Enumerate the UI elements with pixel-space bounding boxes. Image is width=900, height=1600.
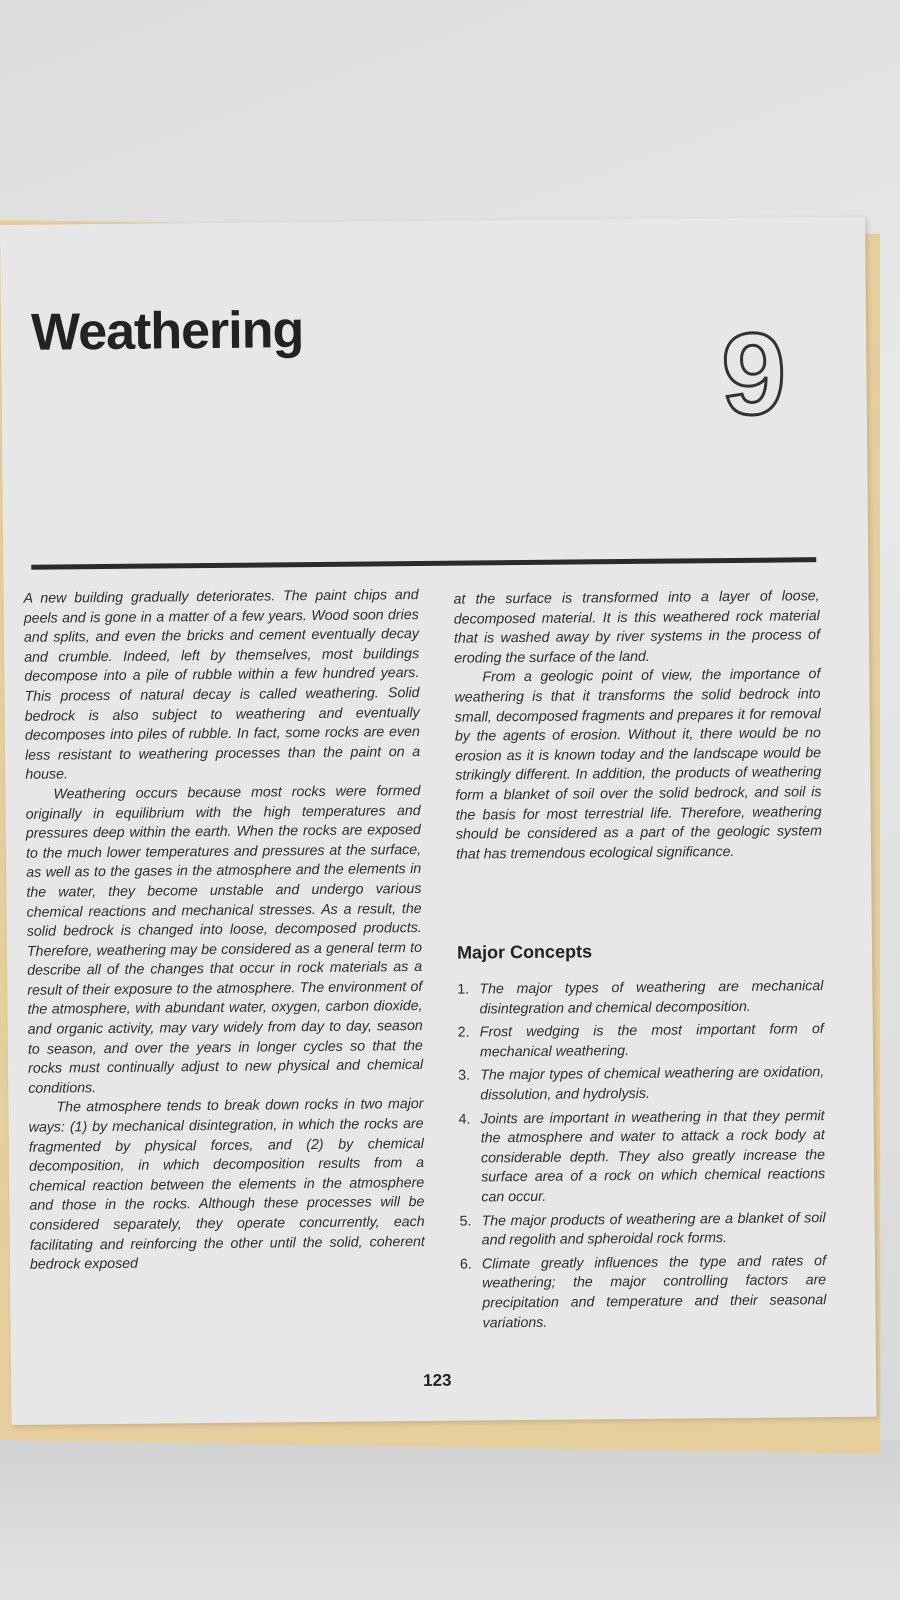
list-item: [457, 977, 823, 1020]
item-text: The major types of weathering are mechanical disintegration and chemical decomposition.: [479, 978, 824, 1018]
book-page: [0, 217, 876, 1425]
item-text: Joints are important in weathering in that they permit the atmosphere and water to attack a rock body at considerable depth. They also greatly increase the surface area of a rock on which chemical reactions can occur.: [480, 1107, 826, 1206]
table-surface: [0, 1440, 900, 1600]
list-item: [458, 1064, 824, 1107]
intro-paragraph: The atmosphere tends to break down rocks in two major ways: (1) by mechanical disintegration, in which the rocks are fragmented by physical forces, and (2) by chemical decomposition, in which decomposition results from a chemical reaction between the elements in the atmosphere and those in the rocks. Although these processes will be considered separately, they operate concurrently, each facilitating and reinforcing the other until the solid, coherent bedrock exposed: [28, 1096, 425, 1273]
item-number: 1.: [457, 981, 470, 998]
list-item: [458, 1020, 824, 1063]
chapter-title: Weathering: [30, 301, 304, 362]
item-text: Climate greatly influences the type and rates of weathering; the major controlling factors are precipitation and temperature and their seasonal variations.: [481, 1252, 827, 1331]
intro-paragraph: A new building gradually deteriorates. The paint chips and peels and is gone in a matter of a few years. Wood soon dries and splits, and even the bricks and cement eventually decay and crumble. Indeed, left by themselves, most buildings decompose into a pile of rubble within a few hundred years. This process of natural decay is called weathering. Solid bedrock is also subject to weathering and eventually decomposes into piles of rubble. In fact, some rocks are even less resistant to weathering processes than the paint on a house.: [23, 586, 421, 784]
intro-paragraph: Weathering occurs because most rocks were formed originally in equilibrium with the high temperatures and pressures deep within the earth. When the rocks are exposed to the much lower temperatures and pressures at the surface, as well as to the gases in the atmosphere and the elements in the water, they become unstable and undergo various chemical reactions and mechanical stresses. As a result, the solid bedrock is changed into loose, decomposed products. Therefore, weathering may be considered as a general term to describe all of the changes that occur in rock materials as a result of their exposure to the atmosphere. The environment of the atmosphere, with abundant water, oxygen, carbon dioxide, and organic activity, may vary widely from day to day, season to season, and over the years in longer cycles so that the rocks must continually adjust to new physical and chemical conditions.: [25, 782, 424, 1097]
intro-paragraph: at the surface is transformed into a layer of loose, decomposed material. It is this weathered rock material that is washed away by river systems in the process of eroding the surface of the land.: [453, 588, 821, 667]
major-concepts-heading: Major Concepts: [456, 941, 593, 963]
chapter-number: 9: [720, 308, 787, 440]
item-number: 3.: [458, 1067, 471, 1085]
intro-right-column: [454, 587, 823, 865]
item-text: The major types of chemical weathering are oxidation, dissolution, and hydrolysis.: [480, 1064, 825, 1104]
list-item: [460, 1252, 827, 1334]
item-number: 2.: [457, 1024, 470, 1041]
intro-left-column: [24, 586, 426, 1276]
list-item: [459, 1107, 826, 1208]
item-text: The major products of weathering are a blanket of soil and regolith and spheroidal rock forms.: [481, 1209, 826, 1249]
title-rule: [31, 557, 816, 570]
intro-paragraph: From a geologic point of view, the importance of weathering is that it transforms the solid bedrock into small, decomposed fragments and prepares it for removal by the agents of erosion. Without it, there would be no erosion as it is known today and the landscape would be strikingly different. In addition, the products of weathering form a blanket of soil over the solid bedrock, and soil is the basis for most terrestrial life. Therefore, weathering should be considered as a part of the geologic system that has tremendous ecological significance.: [454, 666, 822, 863]
page-number: 123: [423, 1370, 452, 1390]
item-number: 4.: [458, 1111, 471, 1128]
list-item: [459, 1209, 825, 1252]
major-concepts-list: [457, 977, 826, 1338]
item-number: 6.: [459, 1256, 472, 1273]
item-text: Frost wedging is the most important form of mechanical weathering.: [479, 1021, 824, 1061]
item-number: 5.: [459, 1213, 472, 1230]
